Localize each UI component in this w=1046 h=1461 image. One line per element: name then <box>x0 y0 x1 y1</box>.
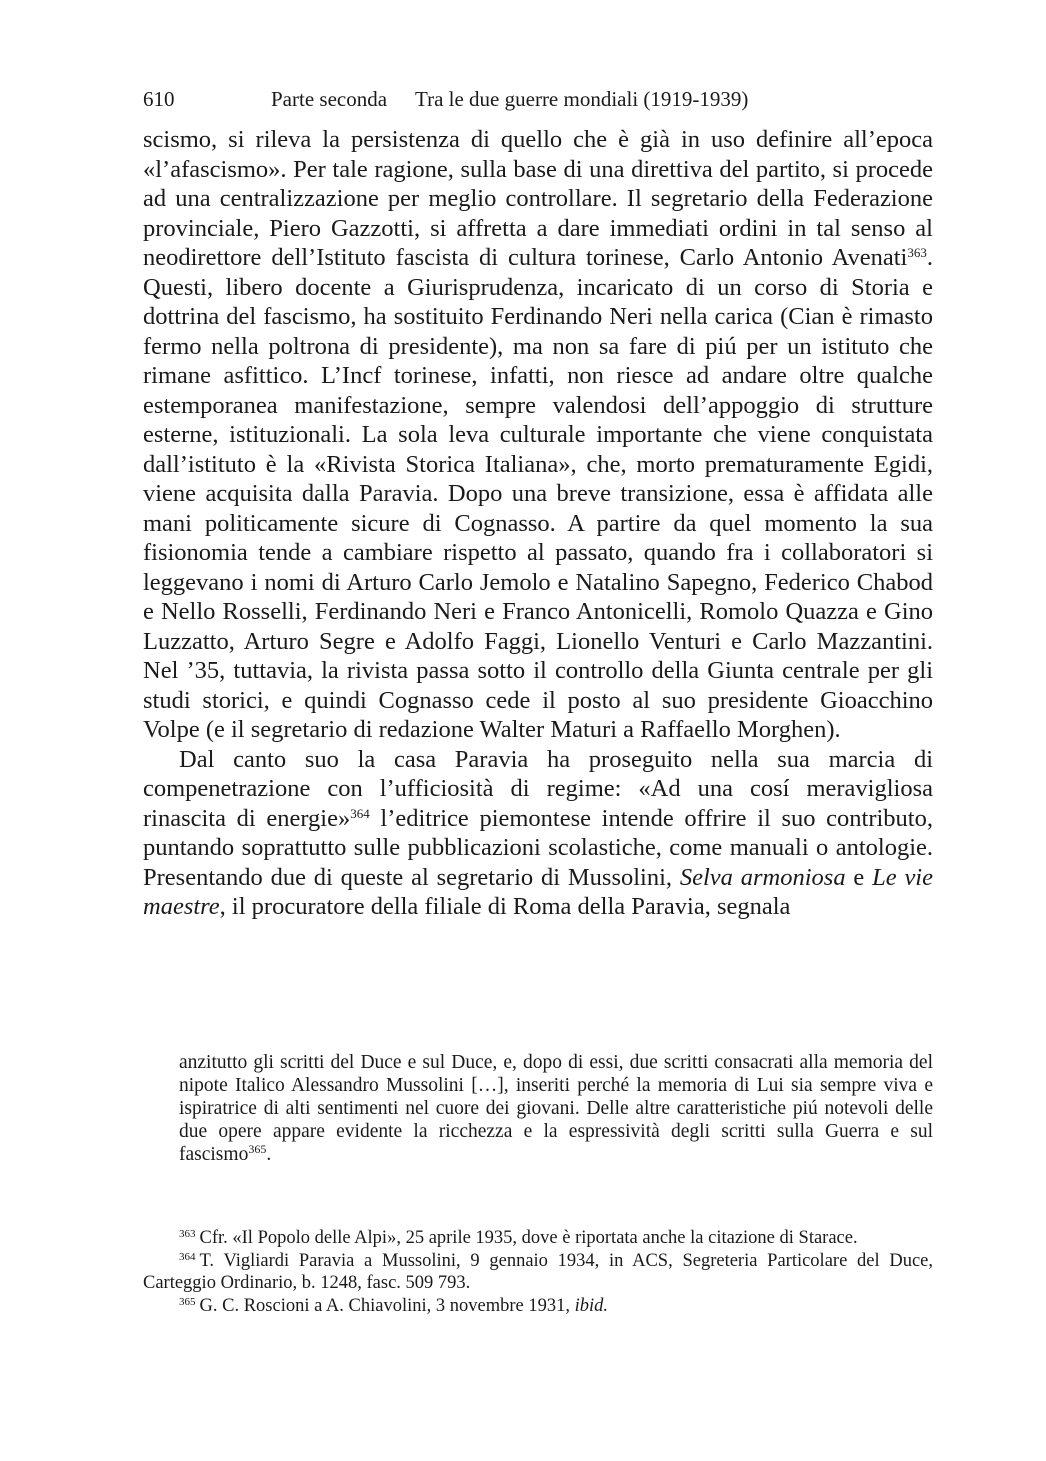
paragraph-1 <box>143 125 933 745</box>
block-quotation <box>179 1051 933 1166</box>
paragraph-2-text-c: e <box>845 863 873 891</box>
footnote-text: Cfr. «Il Popolo delle Alpi», 25 aprile 1935, dove è riportata anche la citazione di Starace. <box>199 1228 858 1248</box>
footnote-text: G. C. Roscioni a A. Chiavolini, 3 novembre 1931, <box>199 1295 575 1316</box>
footnote-363 <box>143 1227 933 1250</box>
footnote-ref-364: 364 <box>350 805 370 821</box>
book-title-le-vie-maestre: Le vie maestre <box>143 863 933 920</box>
footnotes <box>143 1227 933 1317</box>
page-number: 610 <box>143 87 175 111</box>
book-title-selva-armoniosa: Selva armoniosa <box>679 863 846 891</box>
footnote-italic-ibid: ibid. <box>574 1295 609 1316</box>
quote-text: anzitutto gli scritti del Duce e sul Duce, e, dopo di essi, due scritti consacrati alla memoria del nipote Italico Alessandro Mussolini […], inseriti perché la memoria di Lui sia sempre viva e ispiratrice di alti sentimenti nel cuore dei giovani. Delle altre caratteristiche piú notevoli delle due opere appare evidente la ricchezza e la espressività degli scritti sulla Guerra e sul fascismo <box>179 1052 933 1165</box>
footnote-365 <box>143 1295 933 1318</box>
paragraph-2-text-b: l’editrice piemontese intende offrire il suo contributo, puntando soprattutto sulle pubblicazioni scolastiche, come manuali o antologie. Presentando due di queste al segretario di Mussolini, <box>143 804 933 891</box>
footnote-ref-365: 365 <box>248 1142 267 1156</box>
paragraph-2-text-a: Dal canto suo la casa Paravia ha proseguito nella sua marcia di compenetrazione con l’ufficiosità di regime: «Ad una cosí meravigliosa rinascita di energie» <box>143 745 933 832</box>
footnote-number: 365 <box>179 1295 196 1308</box>
running-head <box>143 84 933 114</box>
paragraph-2-text-d: , il procuratore della filiale di Roma della Paravia, segnala <box>219 893 791 920</box>
footnote-number: 364 <box>179 1250 196 1263</box>
body-text <box>143 125 933 922</box>
paragraph-2 <box>143 745 933 922</box>
footnote-ref-363: 363 <box>907 245 927 260</box>
footnote-number: 363 <box>179 1228 196 1240</box>
footnote-text: T. Vigliardi Paravia a Mussolini, 9 gennaio 1934, in ACS, Segreteria Particolare del Duce, Carteggio Ordinario, b. 1248, fasc. 509 793. <box>143 1250 933 1293</box>
quote-end: . <box>266 1144 272 1165</box>
footnote-364 <box>143 1250 933 1295</box>
paragraph-1-text-b: . Questi, libero docente a Giurisprudenza, incaricato di un corso di Storia e dottrina del fascismo, ha sostituito Ferdinando Neri nella carica (Cian è rimasto fermo nella poltrona di presidente), ma non sa fare di piú per un istituto che rimane asfittico. L’Incf torinese, infatti, non riesce ad andare oltre qualche estemporanea manifestazione, sempre valendosi dell’appoggio di strutture esterne, istituzionali. La sola leva culturale importante che viene conquistata dall’istituto è la «Rivista Storica Italiana», che, morto prematuramente Egidi, viene acquisita dalla Paravia. Dopo una breve transizione, essa è affidata alle mani politicamente sicure di Cognasso. A partire da quel momento la sua fisionomia tende a cambiare rispetto al passato, quando fra i collaboratori si leggevano i nomi di Arturo Carlo Jemolo e Natalino Sapegno, Federico Chabod e Nello Rosselli, Ferdinando Neri e Franco Antonicelli, Romolo Quazza e Gino Luzzatto, Arturo Segre e Adolfo Faggi, Lionello Venturi e Carlo Mazzantini. Nel ’35, tuttavia, la rivista passa sotto il controllo della Giunta centrale per gli studi storici, e quindi Cognasso cede il posto al suo presidente Gioacchino Volpe (e il segretario di redazione Walter Maturi a Raffaello Morghen). <box>143 244 933 743</box>
chapter-title: Tra le due guerre mondiali (1919-1939) <box>415 87 749 111</box>
part-title: Parte seconda <box>271 87 388 111</box>
paragraph-1-text-a: scismo, si rileva la persistenza di quello che è già in uso definire all’epoca «l’afascismo». Per tale ragione, sulla base di una direttiva del partito, si procede ad una centralizzazione per meglio controllare. Il segretario della Federazione provinciale, Piero Gazzotti, si affretta a dare immediati ordini in tal senso al neodirettore dell’Istituto fascista di cultura torinese, Carlo Antonio Avenati <box>143 126 933 271</box>
